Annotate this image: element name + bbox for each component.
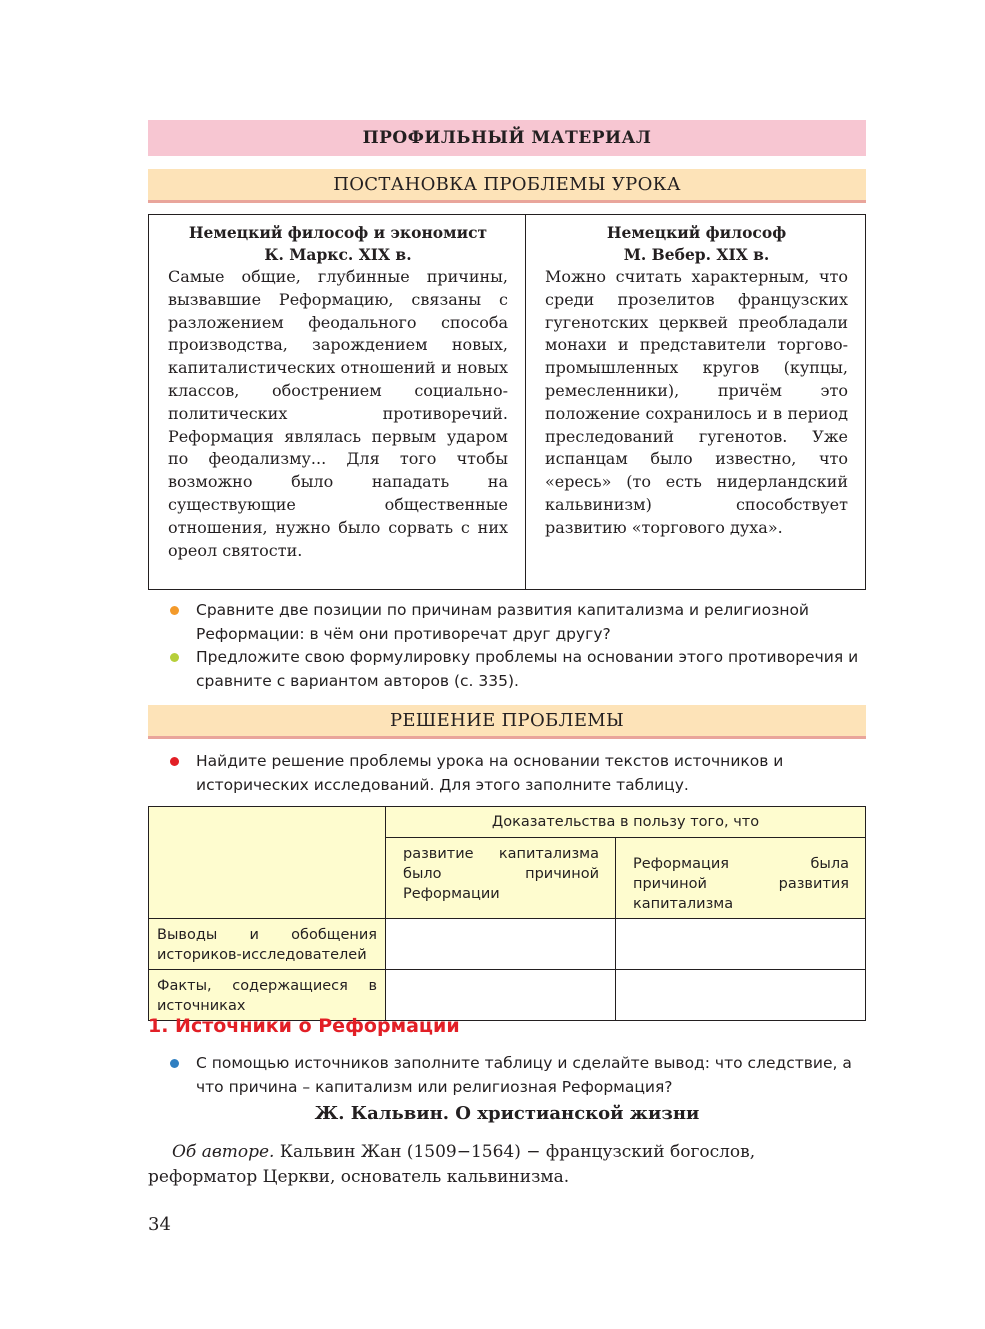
marx-author-name: К. Маркс. XIX в. — [264, 245, 412, 264]
row-label-1-text: Выводы и обобщения историков-исследователей — [157, 927, 377, 963]
about-author-label: Об авторе. — [172, 1142, 275, 1162]
marx-quote — [168, 222, 508, 562]
answer-cell[interactable] — [616, 919, 866, 970]
weber-quote-author — [545, 222, 848, 266]
weber-quote — [545, 222, 848, 540]
col-header-2-text: Реформация была причиной развития капитализма — [633, 856, 849, 912]
profile-material-title: ПРОФИЛЬНЫЙ МАТЕРИАЛ — [362, 128, 652, 148]
answer-cell[interactable] — [386, 970, 616, 1021]
answer-cell[interactable] — [386, 919, 616, 970]
task-list-3 — [168, 1052, 868, 1099]
table-row — [149, 919, 866, 970]
task-list-2 — [168, 750, 868, 797]
about-author — [148, 1140, 866, 1190]
marx-quote-text: Самые общие, глубинные причины, вызвавшие Реформацию, связаны с разложением феодального способа производства, зарождением новых, капиталистических отношений и новых классов, обострением социально-политических противоречий. Реформация являлась первым ударом по феодализму... Для того чтобы возможно было нападать на существующие общественные отношения, нужно было сорвать с них ореол святости. — [168, 267, 508, 560]
group-header-text: Доказательства в пользу того, что — [491, 814, 760, 830]
weber-author-name: М. Вебер. XIX в. — [623, 245, 770, 264]
document-title: Ж. Кальвин. О христианской жизни — [314, 1103, 700, 1124]
task-fill-table-text: С помощью источников заполните таблицу и сделайте вывод: что следствие, а что причина – капитализм или религиозная Реформация? — [196, 1054, 852, 1096]
problem-statement-title: ПОСТАНОВКА ПРОБЛЕМЫ УРОКА — [333, 174, 681, 195]
answer-cell[interactable] — [616, 970, 866, 1021]
row-label-facts — [149, 970, 386, 1021]
weber-quote-text: Можно считать характерным, что среди прозелитов французских гугенотских церквей преобладали монахи и представители торгово-промышленных кругов (купцы, ремесленники), причём это положение сохранилось и в период преследований гугенотов. Уже испанцам было известно, что «ересь» (то есть нидерландский кальвинизм) способствует развитию «торгового духа». — [545, 267, 848, 537]
task-formulate — [168, 646, 868, 693]
problem-solution-banner — [148, 705, 866, 739]
green-bullet-icon — [170, 653, 179, 662]
weber-author-role: Немецкий философ — [606, 223, 787, 242]
task-find-solution-text: Найдите решение проблемы урока на основании текстов источников и исторических исследований. Для этого заполните таблицу. — [196, 752, 784, 794]
task-list-1 — [168, 599, 868, 693]
task-formulate-text: Предложите свою формулировку проблемы на основании этого противоречия и сравните с вариантом авторов (с. 335). — [196, 648, 859, 690]
marx-author-role: Немецкий философ и экономист — [188, 223, 488, 242]
task-compare — [168, 599, 868, 646]
task-compare-text: Сравните две позиции по причинам развития капитализма и религиозной Реформации: в чём они противоречат друг другу? — [196, 601, 810, 643]
row-label-2-text: Факты, содержащиеся в источниках — [157, 978, 377, 1014]
marx-quote-author — [168, 222, 508, 266]
table-row — [149, 970, 866, 1021]
about-author-text: Кальвин Жан (1509−1564) − французский богослов, реформатор Церкви, основатель кальвинизма. — [148, 1142, 756, 1187]
evidence-table — [148, 806, 866, 1021]
quotes-divider — [525, 214, 526, 590]
table-corner-cell — [149, 807, 386, 919]
orange-bullet-icon — [170, 606, 179, 615]
row-label-conclusions — [149, 919, 386, 970]
red-bullet-icon — [170, 757, 179, 766]
page-number: 34 — [148, 1214, 171, 1235]
table-col-header-1 — [386, 838, 616, 919]
table-group-header — [386, 807, 866, 838]
task-find-solution — [168, 750, 868, 797]
profile-material-banner — [148, 120, 866, 156]
blue-bullet-icon — [170, 1059, 179, 1068]
section-heading: 1. Источники о Реформации — [148, 1015, 460, 1037]
problem-statement-banner — [148, 169, 866, 203]
col-header-1-text: развитие капитализма было причиной Реформации — [403, 846, 599, 902]
problem-solution-title: РЕШЕНИЕ ПРОБЛЕМЫ — [389, 710, 625, 731]
task-fill-table — [168, 1052, 868, 1099]
table-col-header-2 — [616, 838, 866, 919]
